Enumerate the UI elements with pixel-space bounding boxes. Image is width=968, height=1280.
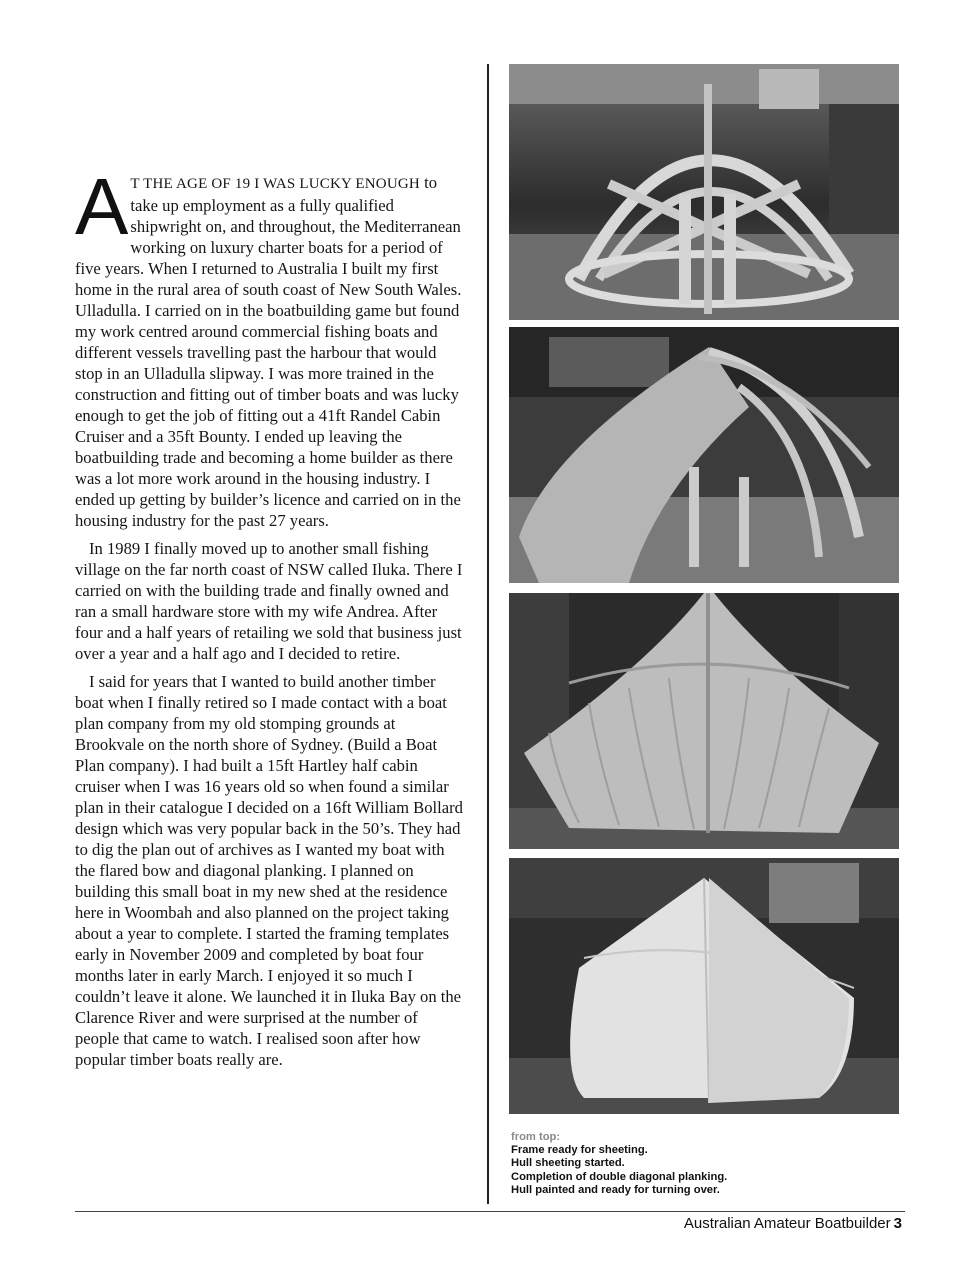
article-body [75,162,465,1077]
photo-hull-painted [509,858,899,1114]
photo-diagonal-planking [509,593,899,849]
page-footer [684,1215,902,1232]
caption-line-2: Hull sheeting started. [511,1157,625,1170]
caption-lead: from top: [511,1131,561,1143]
photo-hull-painted-image [509,858,899,1114]
column-divider [487,64,489,1204]
page-number: 3 [893,1215,902,1232]
publication-name: Australian Amateur Boatbuilder [683,1215,891,1232]
photo-caption [511,1131,901,1197]
paragraph-3: I said for years that I wanted to build another timber boat when I finally retired so I made contact with a boat plan company from my old stomping grounds at Brookvale on the north shore of Sydney. (Build a Boat Plan company). I had built a 15ft Hartley half cabin cruiser when I was 16 years old so when found a similar plan in their catalogue I decided on a 16ft William Bollard design which was very popular back in the 50’s. They had to dig the plan out of archives as I wanted my boat with the flared bow and diagonal planking. I planned on building this small boat in my new shed at the residence here in Woombah and also planned on the project taking about a year to complete. I started the framing templates early in November 2009 and completed by boat four months later in early March. I enjoyed it so much I couldn’t leave it alone. We launched it in Iluka Bay on the Clarence River and were surprised at the number of people that came to watch. I realised soon after how popular timber boats really are. [75,672,463,1069]
photo-sheeting-started-image [509,327,899,583]
caption-line-4: Hull painted and ready for turning over. [511,1183,720,1196]
paragraph-1-text: to take up employment as a fully qualified shipwright on, and throughout, the Mediterranean working on luxury charter boats for a period of five years. When I returned to Australia I built my first home in the rural area of south coast of New South Wales. Ulladulla. I carried on in the boatbuilding game but found my work centred around commercial fishing boats and different vessels travelling past the harbour that would stop in an Ulladulla slipway. I was more trained in the construction and fitting out of timber boats and was lucky enough to get the job of fitting out a 41ft Randel Cabin Cruiser and a 35ft Bounty. I ended up leaving the boatbuilding trade and becoming a home builder as there was a lot more work around in the housing industry. I ended up getting by builder’s licence and carried on in the housing industry for the past 27 years. [75,173,462,530]
paragraph-1 [75,162,465,531]
footer-divider [75,1211,905,1212]
photo-frame-ready [509,64,899,320]
photo-frame-ready-image [509,64,899,320]
photo-diagonal-planking-image [509,593,899,849]
photo-sheeting-started [509,327,899,583]
caption-line-1: Frame ready for sheeting. [511,1144,648,1157]
drop-cap: A [75,162,129,251]
paragraph-2: In 1989 I finally moved up to another small fishing village on the far north coast of NSW called Iluka. There I carried on with the building trade and finally owned and ran a small hardware store with my wife Andrea. After four and a half years of retailing we sold that business just over a year and a half ago and I decided to retire. [75,539,463,663]
caption-line-3: Completion of double diagonal planking. [511,1170,728,1183]
opening-caps: T THE AGE OF 19 I WAS LUCKY ENOUGH [130,176,420,192]
